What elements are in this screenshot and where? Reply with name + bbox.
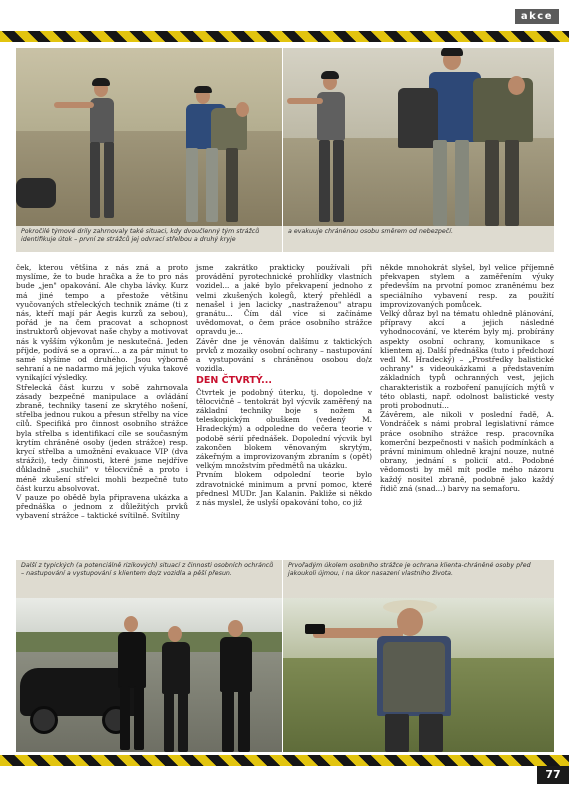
figure-guard-evacuating [393, 48, 553, 226]
caption-top: Pokročilé týmové drily zahrnovaly také situaci, kdy dvoučlenný tým strážců identifikuje útok – první ze strážců jej odvrací střelbou a druhý kryje [16, 226, 282, 252]
figure-bodyguard [216, 620, 256, 752]
column-2 [196, 263, 372, 507]
paragraph: Závěr dne je věnován dalšímu z taktických prvků z mozaiky osobní ochrany – nastupování a vystupování s chráněnou osobou do/z vozidla. [196, 336, 372, 374]
photo-vehicle-escort [16, 598, 282, 752]
figure-bodyguard [114, 616, 150, 752]
section-heading: DEN ČTVRTÝ... [196, 375, 272, 387]
paragraph: Závěrem, ale nikoli v poslední řadě, A. Vondráček s námi probral legislativní rámce práce osobního strážce resp. pracovníka komerční bezpečnosti v našich podmínkách a právní minimum ohledně krajní nouze, nutné obrany, jednání s policií atd.. Podobné vědomosti by měl mít podle mého názoru každý nositel zbraně, podobně jako každý řidič zná (snad...) barvy na semaforu. [380, 410, 554, 493]
paragraph: Velký důraz byl na tématu ohledně plánování, přípravy akcí a jejich následné vyhodnocování, ve kterém byly mj. probírány aspekty osobní ochrany, komunikace s klientem aj. Další přednáška (tuto i předchozí vedl M. Hradecký) – „Prostředky balistické ochrany" s videoukázkami a představením základních typů ochranných vest, jejich charakteristik a rozboření panujících mýtů v této oblasti, např. odolnost balistické vesty proti probodnutí... [380, 309, 554, 411]
paragraph: Střelecká část kurzu v sobě zahrnovala zásady bezpečné manipulace a ovládání zbraně, techniky tasení ze skrytého nošení, střelba jednou rukou a přesun střelby na více cílů. Specifiká pro činnost osobního strážce byla střelba s identifikací cíle se současným krytím chráněné osoby (jeden strážce) resp. krycí střelba a umožnění evakuace VIP (dva strážci), tedy činnosti, které jsme nejdříve důkladně „suchili" v tělocvičně a proto i méně zkušení střelci mohli bezpečně tuto část kurzu absolvovat. [16, 382, 188, 493]
page-number: 77 [537, 766, 569, 784]
paragraph: V pauze po obědě byla připravena ukázka a přednáška o jednom z důležitých prvků vybavení strážce – taktické svítilně. Svítilny [16, 493, 188, 521]
paragraph: Prvním blokem odpolední teorie bylo zdravotnické minimum a první pomoc, které přednesl MUDr. Jan Kalanin. Pakliže si někdo z nás myslel, že uslyší opakování toho, co již [196, 470, 372, 508]
caption-bottom-right: Prvořadým úkolem osobního strážce je ochrana klienta-chráněné osoby před jakoukoli újmou, i na úkor nasazení vlastního života. [283, 560, 554, 598]
paragraph: jsme zakrátko prakticky používali při provádění pyrotechnické prohlídky vlastních vozidel... a jaké bylo překvapení jednoho z velmi zkušených kolegů, který přehlédl a nenašel i jen lacicky „nastraženou" atrapu granátu... Čím dál více si začínáme uvědomovat, o čem práce osobního strážce opravdu je... [196, 263, 372, 337]
caption-bottom-left: Další z typických (a potenciálně rizikových) situací z činnosti osobních ochránců – nastupování a vystupování s klientem do/z vozidla a pěší přesun. [16, 560, 282, 598]
section-label: akce [515, 9, 559, 24]
photo-armed-bodyguard [283, 598, 554, 752]
paragraph: ček, kterou většina z nás zná a proto myslíme, že to bude hračka a že to pro nás bude „jen" opakování. Ale chyba lávky. Kurz má jiné tempo a přestože většinu vyučovaných střeleckých technik známe (ti z nás, kteří mají pár Aegis kurzů za sebou), pořád je na čem pracovat a schopnost instruktorů objevovat naše chyby a motivovat nás k vyšším výkonům je neskutečná. Jeden příjde, podívá se a opraví... a za pár minut to samé slyšíme od druhého. Jsou výborně sehraní a ne nadarmo má jejich výuka takové vynikající výsledky. [16, 263, 188, 383]
hazard-stripe-top [0, 31, 569, 42]
figure-shooter [293, 70, 363, 226]
photo-shooting-drill [16, 48, 282, 226]
hazard-stripe-bottom [0, 755, 569, 766]
column-1 [16, 263, 188, 521]
figure-guard-covering [166, 88, 266, 226]
photo-evacuation-drill [283, 48, 554, 226]
figure-shooter-with-pistol [343, 598, 483, 752]
column-3 [380, 263, 554, 493]
figure-client [158, 626, 194, 752]
paragraph: Čtvrtek je podobný úterku, tj. dopoledne v tělocvičně – tentokrát byl výcvik zaměřený na základní techniky boje s nožem a teleskopickým obuškem (vedený M. Hradeckým) a odpoledne do večera teorie v podobě sérií přednášek. Dopolední výcvik byl zakončen blokem věnovaným skrytým, zákeřným a improvizovaným zbraním s (opět) velkým množstvím předmětů na ukázku. [196, 387, 372, 471]
caption-top-right: a evakuuje chráněnou osobu směrem od nebezpečí. [283, 226, 554, 252]
paragraph: někde mnohokrát slyšel, byl velice příjemně překvapen stylem a zaměřením výuky především na prvotní pomoc zraněnému bez speciálního vybavení resp. za použití improvizovaných pomůcek. [380, 263, 554, 309]
figure-shooter [74, 76, 144, 226]
pistol [305, 624, 325, 634]
